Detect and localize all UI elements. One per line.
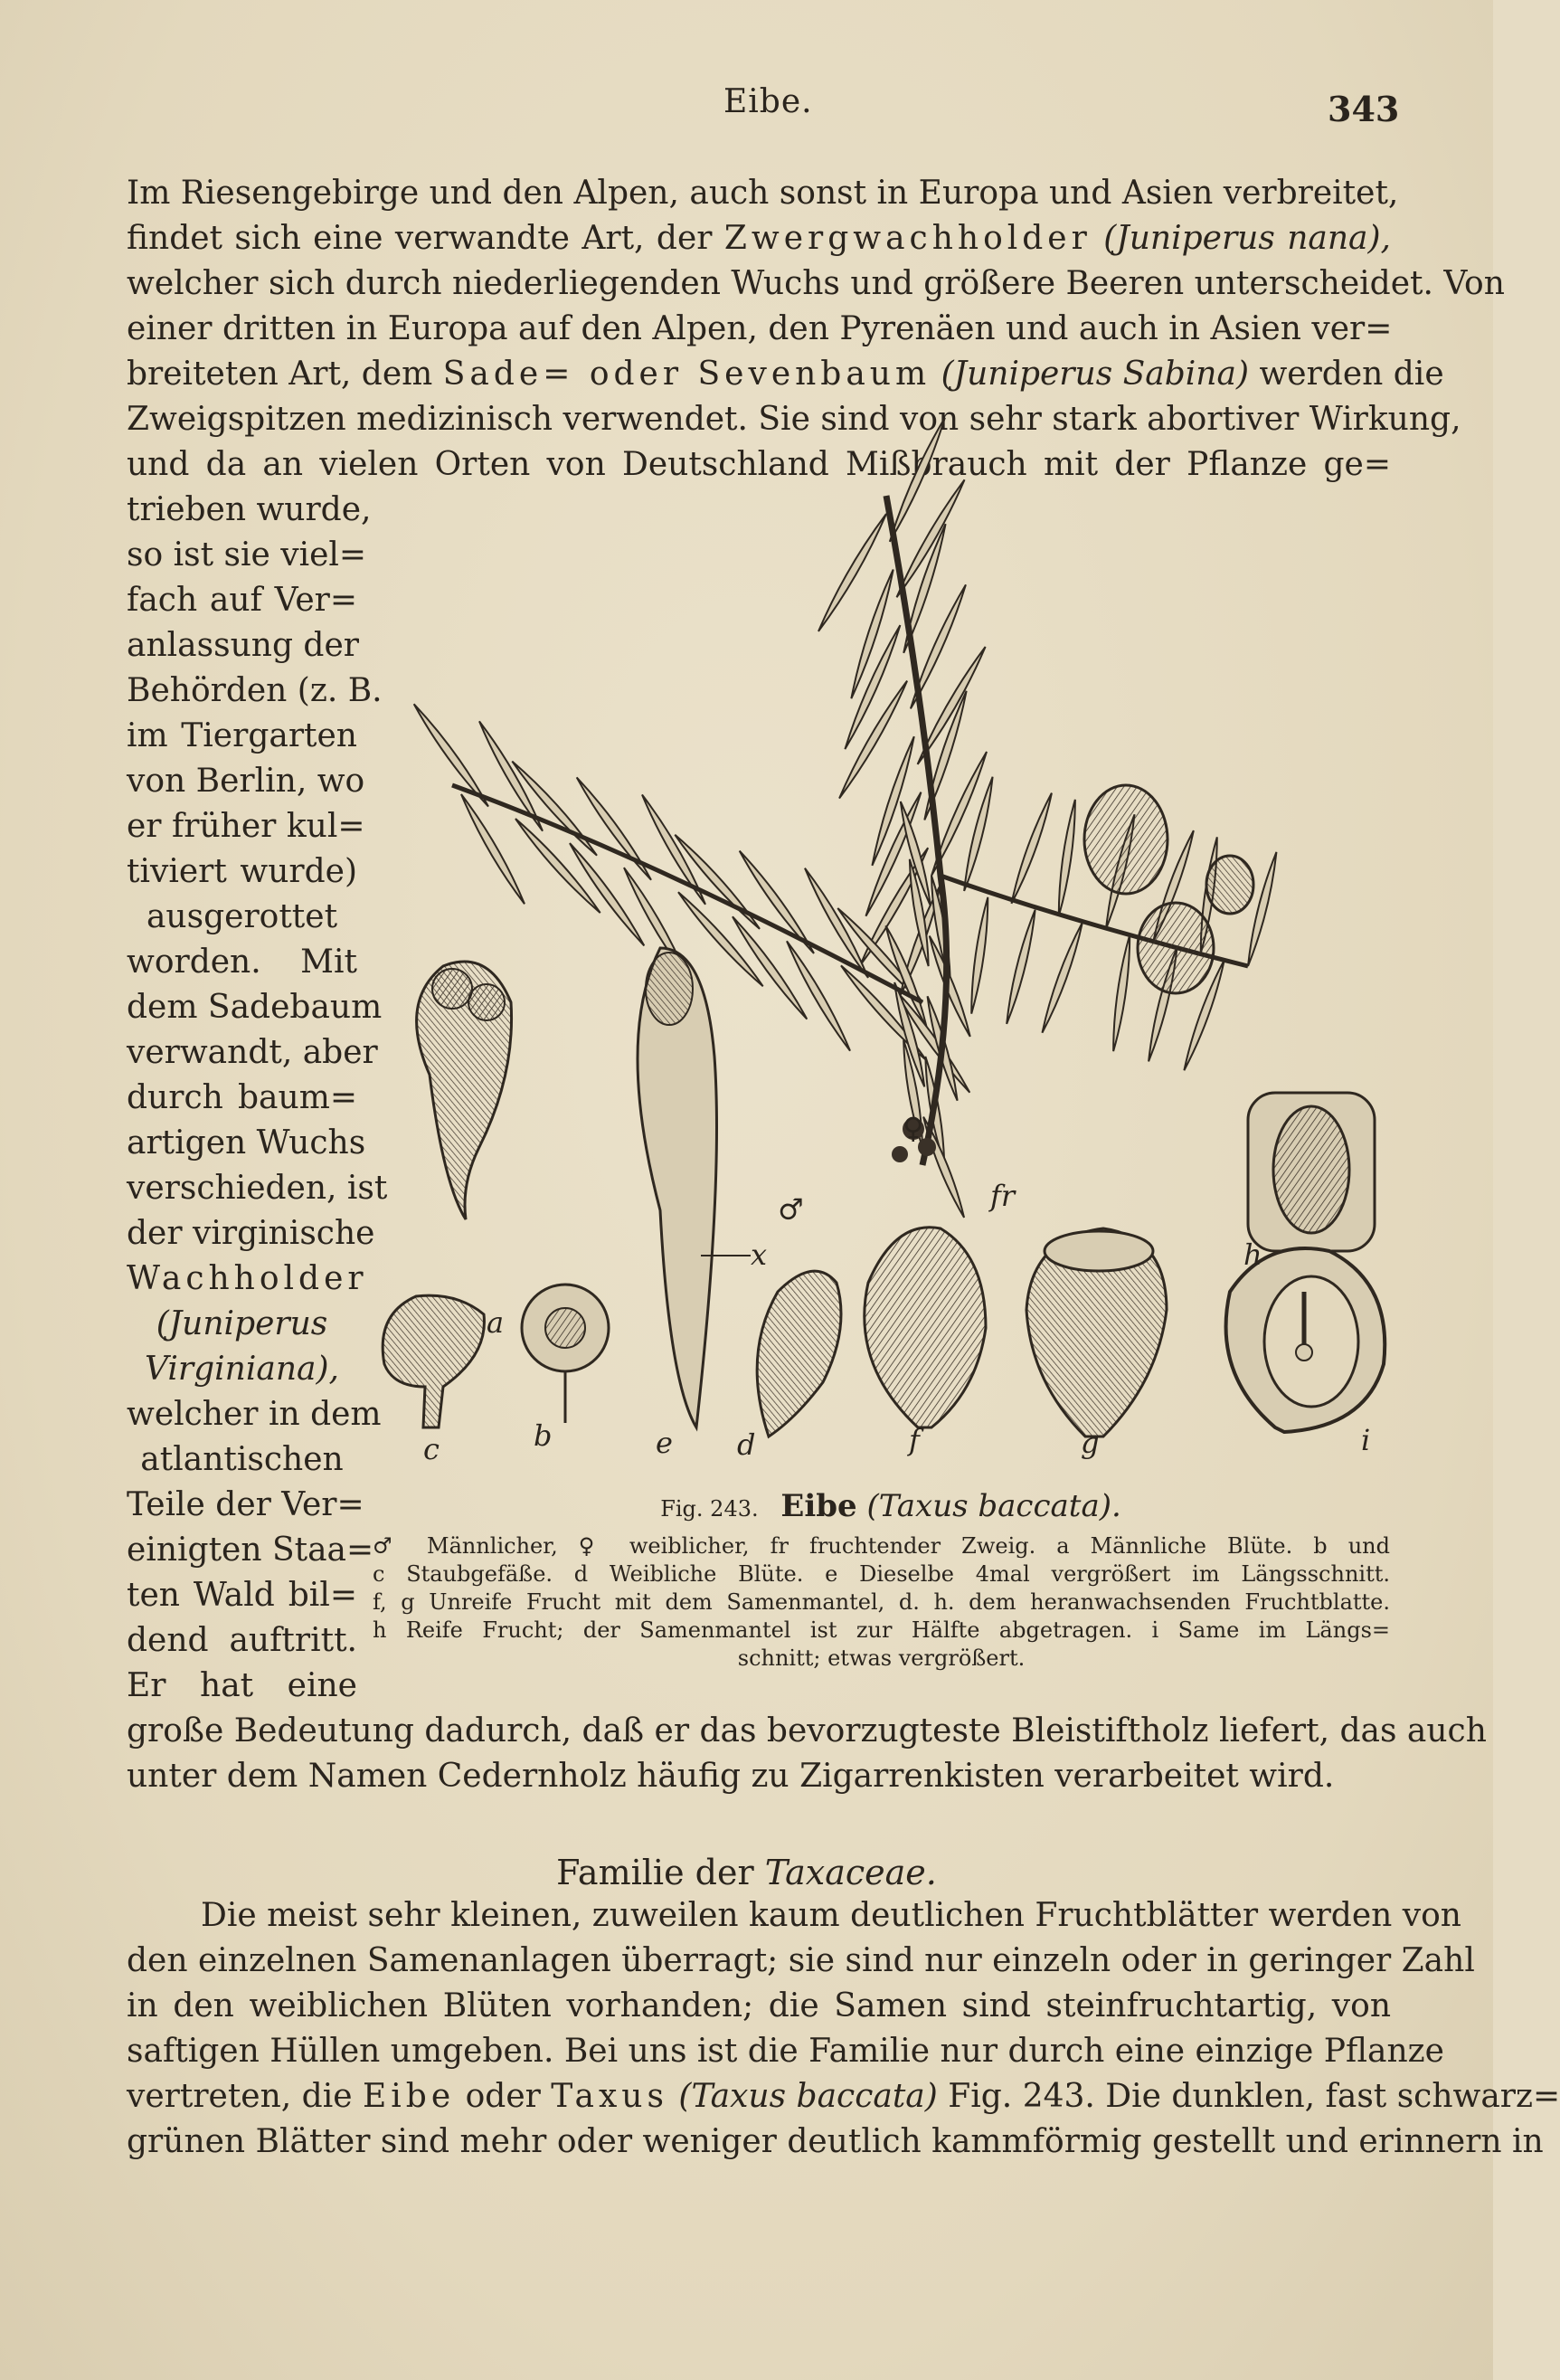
text-line: unter dem Namen Cedernholz häufig zu Zigarrenkisten verarbeitet wird. [127, 1758, 1335, 1795]
narrow-line: der virginische [127, 1215, 375, 1252]
text-line: Zweigspitzen medizinisch verwendet. Sie sind von sehr stark abortiver Wirkung, [127, 401, 1461, 438]
figure-label-e: e [656, 1426, 673, 1460]
latin-name: (Taxus baccata) [678, 2078, 938, 2115]
narrow-line: dem Sadebaum [127, 989, 383, 1026]
figure-label-male: ♂ [778, 1192, 804, 1227]
needle-leaf [1113, 934, 1130, 1051]
narrow-line: artigen Wuchs [127, 1124, 366, 1162]
figure-label-x: x [751, 1237, 768, 1272]
text-line: in den weiblichen Blüten vorhanden; die Samen sind steinfruchtartig, von [127, 1987, 1391, 2024]
narrow-line: Teile der Ver= [127, 1486, 364, 1523]
text-line: Im Riesengebirge und den Alpen, auch sonst in Europa und Asien verbreitet, [127, 175, 1399, 212]
text-line: findet sich eine verwandte Art, der Zwergwachholder (Juniperus nana), [127, 220, 1391, 257]
figure-243-illustration [380, 496, 1402, 1466]
text-line: saftigen Hüllen umgeben. Bei uns ist die Familie nur durch eine einzige Pflanze [127, 2033, 1444, 2070]
page-number: 343 [1328, 89, 1400, 129]
needle-leaf [1042, 923, 1082, 1033]
needle-leaf [1059, 800, 1075, 916]
figure-label-g: g [1081, 1426, 1100, 1460]
needle-leaf [971, 897, 988, 1014]
figure-label-fr: fr [990, 1179, 1016, 1213]
narrow-line: Er hat eine [127, 1667, 357, 1704]
narrow-line: er früher kul= [127, 808, 365, 845]
narrow-line: Wachholder [127, 1260, 368, 1297]
narrow-line: tiviert wurde) [127, 853, 357, 890]
narrow-line: verwandt, aber [127, 1034, 378, 1071]
latin-name: (Juniperus Sabina) [941, 356, 1249, 393]
figure-label-i: i [1361, 1423, 1371, 1457]
figure-legend-line: f, g Unreife Frucht mit dem Samenmantel, d. h. dem heranwachsenden Fruchtblatte. [373, 1589, 1390, 1615]
figure-number: Fig. 243. [660, 1496, 759, 1522]
figure-legend-line: c Staubgefäße. d Weibliche Blüte. e Dieselbe 4mal vergrößert im Längsschnitt. [373, 1561, 1390, 1587]
figure-label-d: d [737, 1427, 756, 1462]
term-sadebaum: Sade= oder Sevenbaum [442, 356, 931, 393]
narrow-line: trieben wurde, [127, 491, 372, 528]
needle-leaf [512, 762, 597, 856]
narrow-line: im Tiergarten [127, 717, 357, 754]
narrow-line: durch baum= [127, 1079, 357, 1116]
figure-label-female: ♀ [903, 1111, 924, 1145]
text-line: grünen Blätter sind mehr oder weniger deutlich kammförmig gestellt und erinnern in [127, 2123, 1544, 2160]
narrow-line: von Berlin, wo [127, 763, 365, 800]
narrow-line: ausgerottet [146, 898, 338, 935]
figure-legend-line: ♂ Männlicher, ♀ weiblicher, fr fruchtender Zweig. a Männliche Blüte. b und [373, 1533, 1390, 1559]
figure-label-a: a [487, 1305, 505, 1340]
narrow-line: so ist sie viel= [127, 536, 367, 574]
narrow-line: dend auftritt. [127, 1622, 357, 1659]
figure-label-b: b [534, 1418, 553, 1453]
taxus-branch-drawing [380, 496, 1402, 1455]
narrow-line: fach auf Ver= [127, 582, 357, 619]
figure-legend-line: h Reife Frucht; der Samenmantel ist zur Hälfte abgetragen. i Same im Längs= [373, 1617, 1390, 1643]
narrow-line: welcher in dem [127, 1396, 382, 1433]
text-line: welcher sich durch niederliegenden Wuchs und größere Beeren unterscheidet. Von [127, 265, 1505, 302]
needle-leaf [414, 704, 488, 806]
figure-caption [380, 1488, 1402, 1524]
latin-name: (Juniperus nana), [1103, 220, 1391, 257]
text-line: und da an vielen Orten von Deutschland Mißbrauch mit der Pflanze ge= [127, 446, 1391, 483]
needle-leaf [1011, 793, 1051, 904]
narrow-line: atlantischen [140, 1441, 344, 1478]
narrow-line: ten Wald bil= [127, 1577, 357, 1614]
section-heading: Familie der Taxaceae. [556, 1853, 937, 1892]
figure-label-c: c [423, 1432, 440, 1466]
narrow-line: (Juniperus [156, 1305, 328, 1342]
narrow-line: Virginiana), [145, 1351, 339, 1388]
figure-label-h: h [1243, 1237, 1262, 1272]
needle-leaf [805, 868, 868, 978]
needle-leaf [1248, 852, 1276, 966]
running-head: Eibe. [723, 83, 813, 120]
term-eibe: Eibe [363, 2078, 456, 2115]
term-taxus: Taxus [551, 2078, 668, 2115]
narrow-line: worden. Mit [127, 943, 357, 981]
text-line: große Bedeutung dadurch, daß er das bevorzugteste Bleistiftholz liefert, das auch [127, 1712, 1487, 1749]
needle-leaf [1007, 910, 1035, 1024]
text-line: vertreten, die Eibe oder Taxus (Taxus baccata) Fig. 243. Die dunklen, fast schwarz= [127, 2078, 1560, 2115]
figure-title: Eibe [780, 1488, 857, 1524]
figure-title-latin: (Taxus baccata). [866, 1488, 1121, 1524]
narrow-line: verschieden, ist [127, 1170, 388, 1207]
text-line: den einzelnen Samenanlagen überragt; sie sind nur einzeln oder in geringer Zahl [127, 1942, 1475, 1979]
text-line: Die meist sehr kleinen, zuweilen kaum deutlichen Fruchtblätter werden von [201, 1897, 1461, 1934]
text-line: breiteten Art, dem Sade= oder Sevenbaum (Juniperus Sabina) werden die [127, 356, 1444, 393]
narrow-line: einigten Staa= [127, 1531, 374, 1569]
figure-legend-line: schnitt; etwas vergrößert. [737, 1645, 1026, 1671]
narrow-line: anlassung der [127, 627, 359, 664]
text-line: einer dritten in Europa auf den Alpen, den Pyrenäen und auch in Asien ver= [127, 310, 1393, 347]
narrow-line: Behörden (z. B. [127, 672, 383, 709]
term-zwergwachholder: Zwergwachholder [723, 220, 1092, 257]
figure-label-f: f [909, 1423, 920, 1457]
